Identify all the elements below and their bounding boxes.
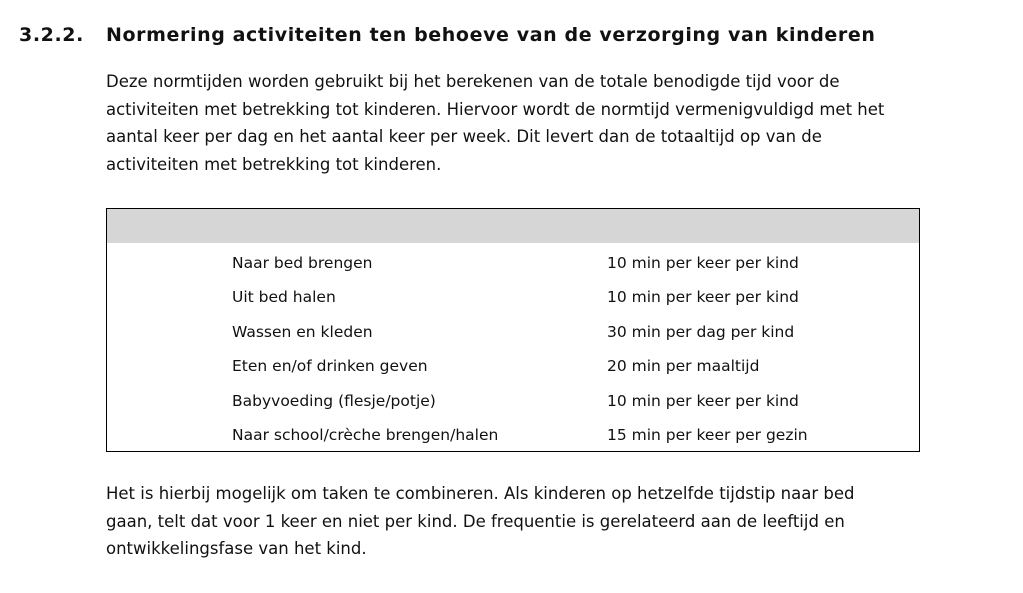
intro-paragraph — [106, 68, 1006, 178]
section-title: Normering activiteiten ten behoeve van de verzorging van kinderen — [106, 24, 876, 46]
norm-cell: 30 min per dag per kind — [607, 323, 795, 341]
activity-cell: Wassen en kleden — [232, 323, 373, 341]
norm-cell: 20 min per maaltijd — [607, 357, 760, 375]
activity-cell: Babyvoeding (flesje/potje) — [232, 392, 436, 410]
norm-cell: 10 min per keer per kind — [607, 288, 799, 306]
activity-cell: Naar bed brengen — [232, 254, 373, 272]
activity-cell: Naar school/crèche brengen/halen — [232, 426, 499, 444]
table-row — [107, 315, 919, 349]
section-heading — [19, 24, 875, 46]
table-row — [107, 418, 919, 452]
intro-line: activiteiten met betrekking tot kinderen. — [106, 154, 442, 174]
norm-cell: 10 min per keer per kind — [607, 392, 799, 410]
norm-cell: 10 min per keer per kind — [607, 254, 799, 272]
intro-line: Deze normtijden worden gebruikt bij het berekenen van de totale benodigde tijd voor de — [106, 72, 840, 91]
table-row — [107, 349, 919, 383]
closing-line: Het is hierbij mogelijk om taken te combineren. Als kinderen op hetzelfde tijdstip naar bed — [106, 484, 855, 503]
closing-line: gaan, telt dat voor 1 keer en niet per kind. De frequentie is gerelateerd aan de leeftijd en — [106, 511, 845, 531]
table-row — [107, 246, 919, 280]
table-header-bar — [107, 209, 919, 243]
activity-cell: Eten en/of drinken geven — [232, 357, 428, 375]
norm-cell: 15 min per keer per gezin — [607, 426, 808, 444]
table-row — [107, 384, 919, 418]
table-row — [107, 280, 919, 314]
intro-line: activiteiten met betrekking tot kinderen. Hiervoor wordt de normtijd vermenigvuldigd met het — [106, 99, 885, 119]
intro-line: aantal keer per dag en het aantal keer per week. Dit levert dan de totaaltijd op van de — [106, 127, 822, 146]
section-number: 3.2.2. — [19, 24, 84, 46]
norm-table — [106, 208, 920, 452]
closing-line: ontwikkelingsfase van het kind. — [106, 539, 367, 558]
closing-paragraph — [106, 480, 1006, 563]
activity-cell: Uit bed halen — [232, 288, 336, 306]
